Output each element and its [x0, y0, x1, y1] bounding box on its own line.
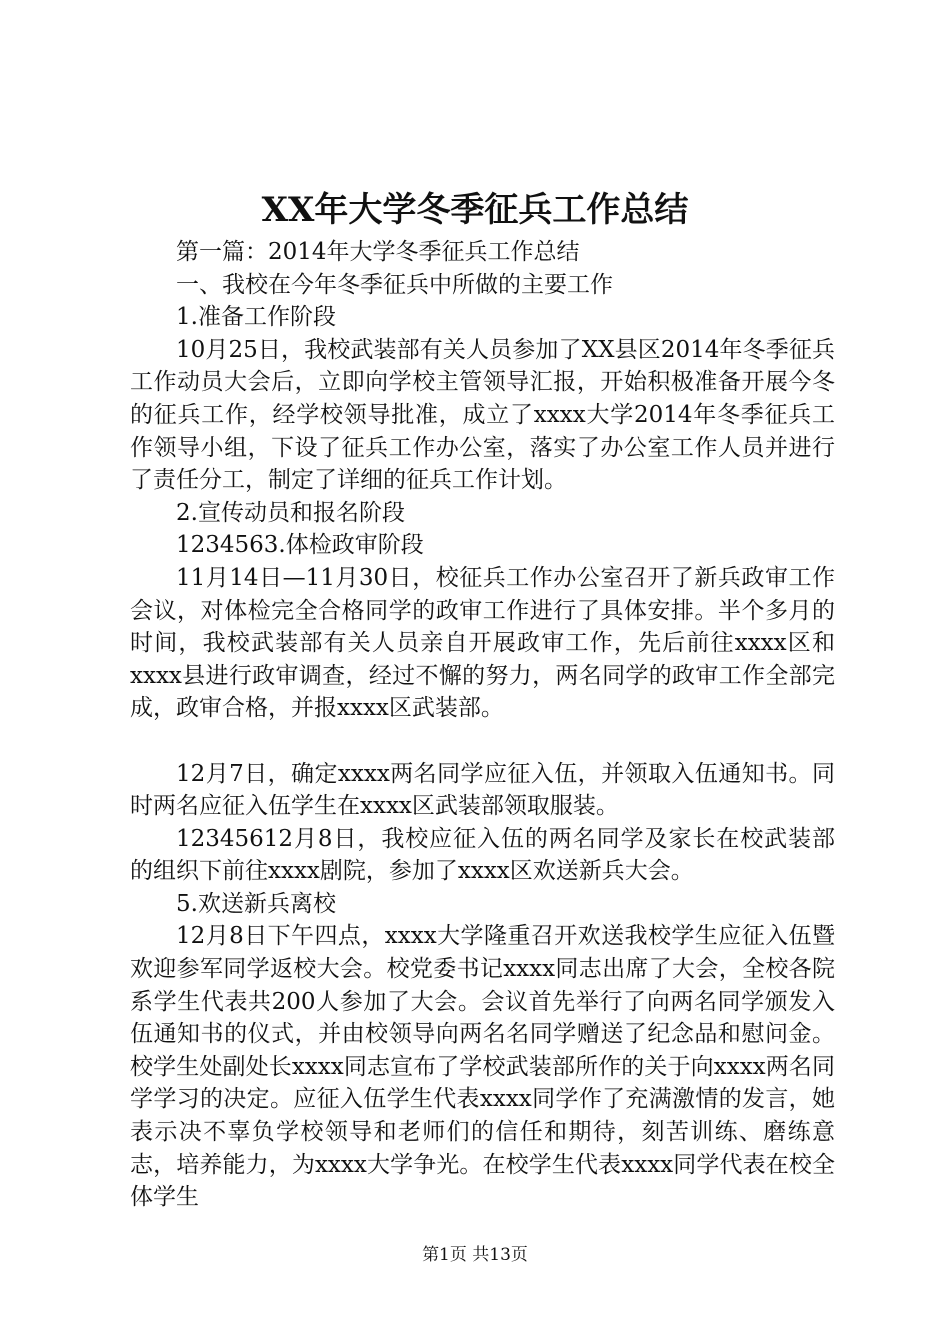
paragraph-enlistment-notice: 12月7日，确定xxxx两名同学应征入伍，并领取入伍通知书。同时两名应征入伍学生在xxxx区武装部领取服装。 — [130, 760, 835, 820]
paragraph-blank — [130, 725, 835, 758]
document-title: XX年大学冬季征兵工作总结 — [261, 190, 689, 230]
paragraph-section-heading: 一、我校在今年冬季征兵中所做的主要工作 — [176, 271, 613, 298]
paragraph-subheading-examination: 1234563.体检政审阶段 — [176, 532, 424, 559]
paragraph-subheading-farewell: 5.欢送新兵离校 — [176, 890, 336, 917]
paragraph-subheading-publicity: 2.宣传动员和报名阶段 — [176, 499, 405, 526]
paragraph-farewell-meeting: 12345612月8日，我校应征入伍的两名同学及家长在校武装部的组织下前往xxxx剧院，参加了xxxx区欢送新兵大会。 — [130, 825, 835, 885]
document-body — [130, 236, 835, 1214]
paragraph-preparation-body: 10月25日，我校武装部有关人员参加了XX县区2014年冬季征兵工作动员大会后，立即向学校主管领导汇报，开始积极准备开展今冬的征兵工作，经学校领导批准，成立了xxxx大学2014年冬季征兵工作领导小组，下设了征兵工作办公室，落实了办公室工作人员并进行了责任分工，制定了详细的征兵工作计划。 — [130, 336, 835, 494]
paragraph-farewell-body: 12月8日下午四点，xxxx大学隆重召开欢送我校学生应征入伍暨欢迎参军同学返校大会。校党委书记xxxx同志出席了大会，全校各院系学生代表共200人参加了大会。会议首先举行了向两名同学颁发入伍通知书的仪式，并由校领导向两名名同学赠送了纪念品和慰问金。校学生处副处长xxxx同志宣布了学校武装部所作的关于向xxxx两名同学学习的决定。应征入伍学生代表xxxx同学作了充满激情的发言，她表示决不辜负学校领导和老师们的信任和期待，刻苦训练、磨练意志，培养能力，为xxxx大学争光。在校学生代表xxxx同学代表在校全体学生 — [130, 923, 835, 1211]
page-footer: 第1页 共13页 — [422, 1245, 528, 1265]
paragraph-chapter-heading: 第一篇：2014年大学冬季征兵工作总结 — [176, 239, 580, 265]
paragraph-examination-body: 11月14日—11月30日，校征兵工作办公室召开了新兵政审工作会议，对体检完全合格同学的政审工作进行了具体安排。半个多月的时间，我校武装部有关人员亲自开展政审工作，先后前往xxxx区和xxxx县进行政审调查，经过不懈的努力，两名同学的政审工作全部完成，政审合格，并报xxxx区武装部。 — [130, 564, 835, 722]
paragraph-subheading-preparation: 1.准备工作阶段 — [176, 304, 336, 331]
